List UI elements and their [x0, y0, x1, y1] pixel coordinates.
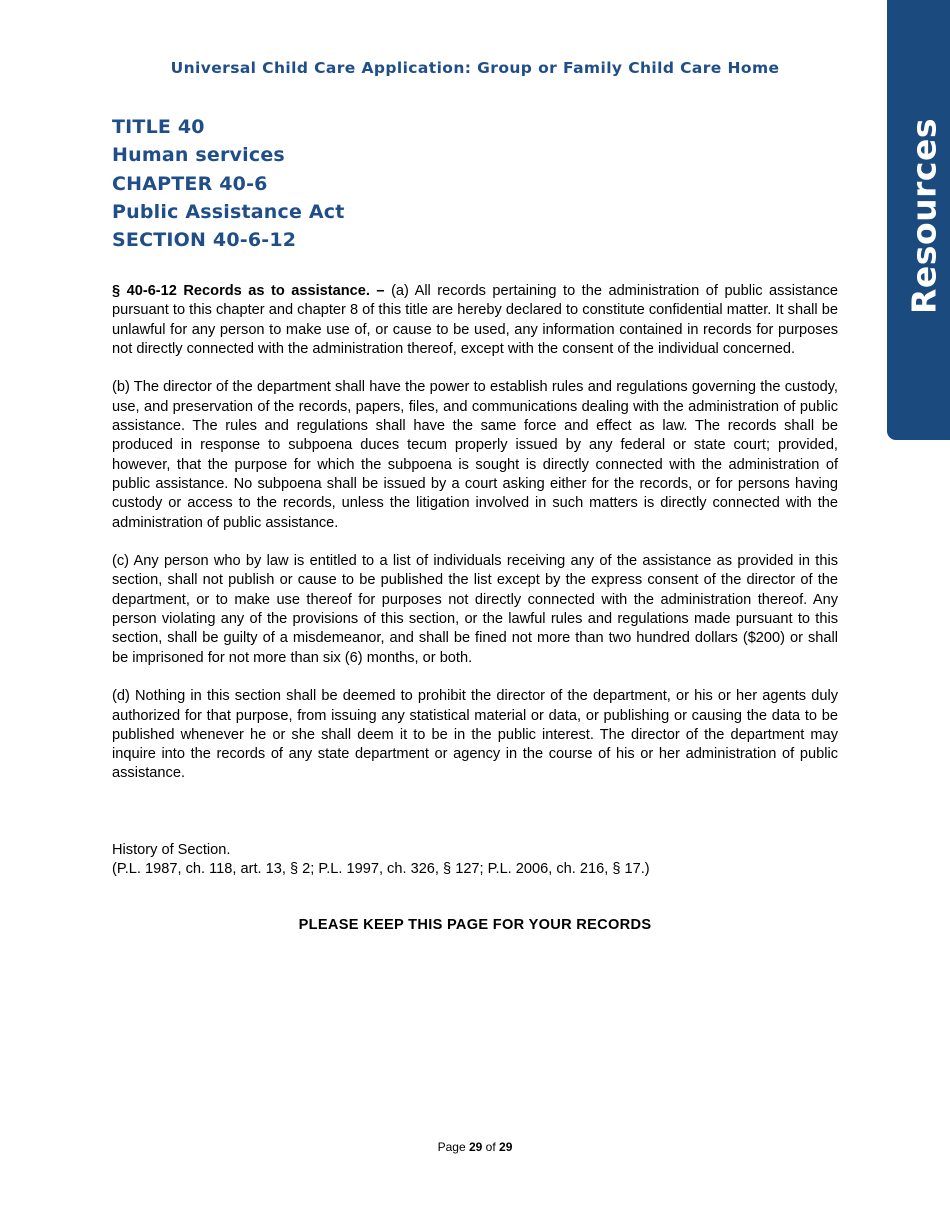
- paragraph-a-text: (a) All records pertaining to the administration of public assistance pursuant to this chapter and chapter 8 of this title are hereby declared to constitute confidential matter. It shall be unlawful for any person to make use of, or cause to be used, any information contained in records for purposes not directly connected with the administration thereof, except with the consent of the individual concerned.: [112, 283, 839, 357]
- section-heading: SECTION 40-6-12: [112, 229, 297, 252]
- statute-heading: [112, 113, 345, 254]
- paragraph-d: (d) Nothing in this section shall be deemed to prohibit the director of the department, or his or her agents duly authorized for that purpose, from issuing any statistical material or data, or publishing or causing the data to be published whenever he or she shall deem it to be in the public interest. The director of the department may inquire into the records of any state department or agency in the course of his or her administration of public assistance.: [112, 688, 838, 782]
- page-total: 29: [499, 1140, 513, 1154]
- history-citation: (P.L. 1987, ch. 118, art. 13, § 2; P.L. 1997, ch. 326, § 127; P.L. 2006, ch. 216, § 17.): [112, 861, 650, 878]
- resources-tab-label: Resources: [904, 118, 944, 314]
- keep-records-notice: PLEASE KEEP THIS PAGE FOR YOUR RECORDS: [298, 917, 652, 933]
- page-prefix: Page: [437, 1140, 466, 1154]
- page-separator: of: [485, 1140, 496, 1154]
- paragraph-c: (c) Any person who by law is entitled to a list of individuals receiving any of the assistance as provided in this section, shall not publish or cause to be published the list except by the express consent of the director of the department, or to make use thereof for purposes not directly connected with the administration thereof. Any person violating any of the provisions of this section, or the lawful rules and regulations made pursuant to this section, shall be guilty of a misdemeanor, and shall be fined not more than two hundred dollars ($200) or shall be imprisoned for not more than six (6) months, or both.: [112, 553, 838, 666]
- page-footer: [0, 1140, 950, 1154]
- title-heading: TITLE 40: [112, 116, 205, 138]
- title-name: Human services: [112, 144, 285, 167]
- paragraph-a: [112, 282, 838, 359]
- chapter-name: Public Assistance Act: [112, 200, 345, 223]
- section-body: [112, 282, 838, 803]
- paragraph-b: (b) The director of the department shall have the power to establish rules and regulations governing the custody, use, and preservation of the records, papers, files, and communications dealing with the administration of public assistance. The rules and regulations shall have the same force and effect as law. The records shall be produced in response to subpoena duces tecum properly issued by any federal or state court; provided, however, that the purpose for which the subpoena is sought is directly connected with the administration of public assistance. No subpoena shall be issued by a court asking either for the records, or for persons having custody or access to the records, unless the litigation involved in such matters is directly connected with the administration of public assistance.: [112, 379, 838, 531]
- running-header: Universal Child Care Application: Group or Family Child Care Home: [170, 59, 780, 77]
- page-current: 29: [468, 1140, 483, 1154]
- history-of-section: [112, 841, 650, 880]
- section-lead: § 40-6-12 Records as to assistance. –: [112, 283, 385, 299]
- chapter-heading: CHAPTER 40-6: [112, 172, 268, 195]
- history-label: History of Section.: [112, 842, 231, 858]
